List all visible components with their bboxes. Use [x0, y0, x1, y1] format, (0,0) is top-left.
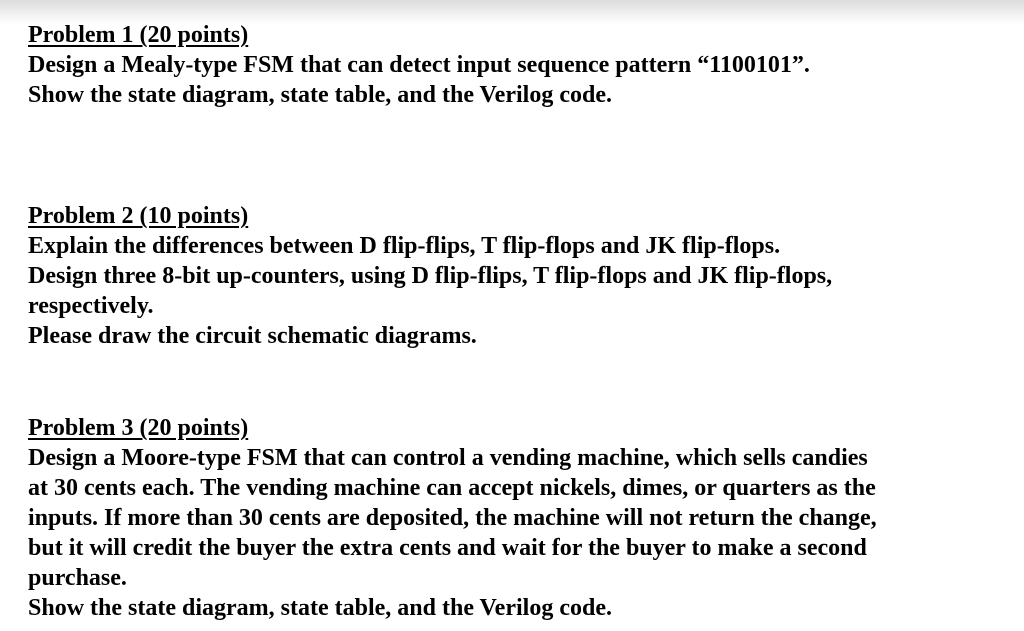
- problem-2-line-2: Design three 8-bit up-counters, using D flip-flips, T flip-flops and JK flip-flops,: [28, 263, 833, 289]
- problem-3-line-6: Show the state diagram, state table, and the Verilog code.: [28, 595, 612, 621]
- problem-2-line-4: Please draw the circuit schematic diagrams.: [28, 323, 477, 349]
- problem-2-heading: Problem 2 (10 points): [28, 203, 249, 229]
- problem-3: [28, 413, 1008, 623]
- problem-2: [28, 201, 1008, 351]
- problem-3-line-5: purchase.: [28, 565, 127, 591]
- problem-3-line-4: but it will credit the buyer the extra cents and wait for the buyer to make a second: [28, 535, 867, 561]
- problem-1: [28, 20, 1008, 110]
- problem-1-heading: Problem 1 (20 points): [28, 22, 249, 48]
- problem-1-line-1: Design a Mealy-type FSM that can detect input sequence pattern “1100101”.: [28, 52, 810, 78]
- problem-3-heading: Problem 3 (20 points): [28, 415, 249, 441]
- problem-3-line-2: at 30 cents each. The vending machine can accept nickels, dimes, or quarters as the: [28, 475, 876, 501]
- problem-1-line-2: Show the state diagram, state table, and the Verilog code.: [28, 82, 612, 108]
- problem-3-line-3: inputs. If more than 30 cents are deposited, the machine will not return the change,: [28, 505, 877, 531]
- problem-2-line-1: Explain the differences between D flip-flips, T flip-flops and JK flip-flops.: [28, 233, 781, 259]
- problem-3-line-1: Design a Moore-type FSM that can control a vending machine, which sells candies: [28, 445, 868, 471]
- problem-2-line-3: respectively.: [28, 293, 154, 319]
